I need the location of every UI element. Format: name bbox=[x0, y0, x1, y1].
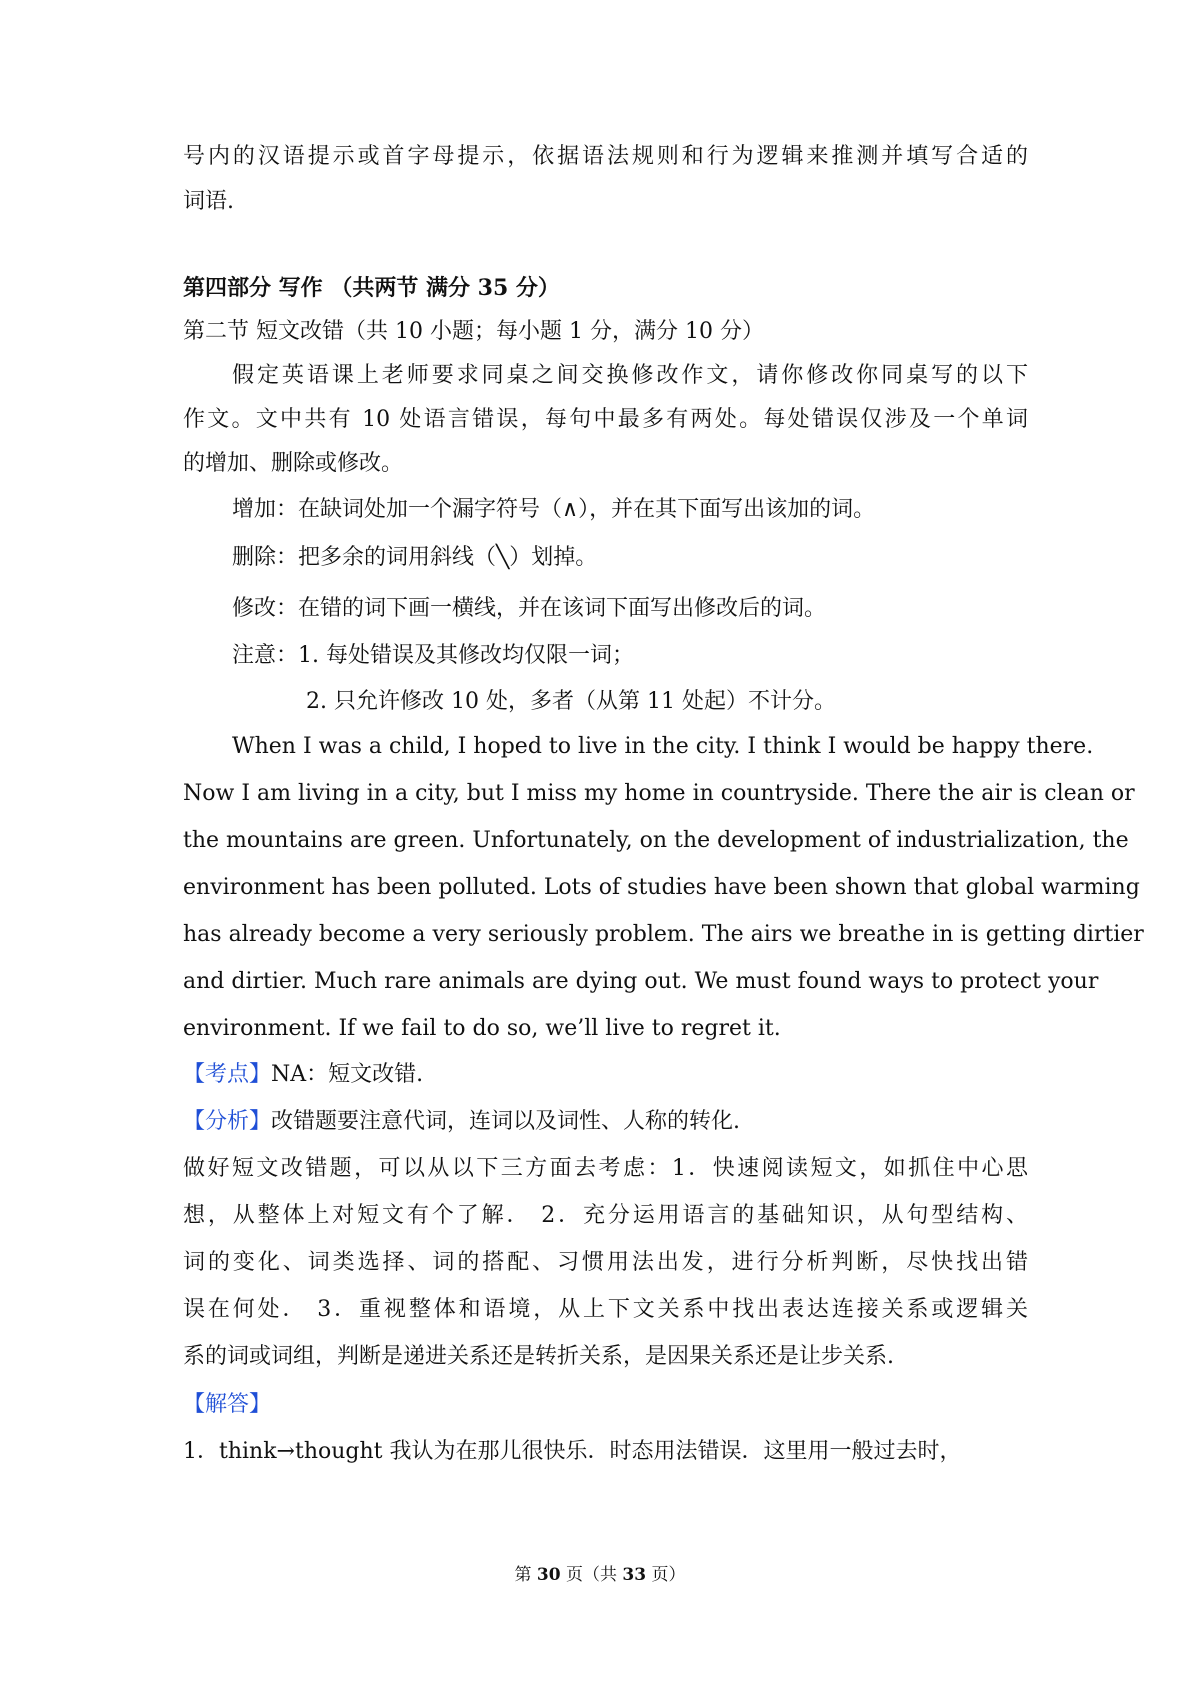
instruction-note-2: 2. 只允许修改 10 处，多者（从第 11 处起）不计分。 bbox=[306, 689, 836, 714]
fenxi-line-4: 误在何处． 3．重视整体和语境，从上下文关系中找出表达连接关系或逻辑关 bbox=[183, 1297, 1028, 1322]
section-subtitle: 第二节 短文改错（共 10 小题；每小题 1 分，满分 10 分） bbox=[183, 319, 764, 344]
instruction-line-2: 作文。文中共有 10 处语言错误，每句中最多有两处。每处错误仅涉及一个单词 bbox=[183, 407, 1028, 432]
jieda-label: 【解答】 bbox=[183, 1392, 272, 1417]
fenxi-line-3: 词的变化、词类选择、词的搭配、习惯用法出发，进行分析判断，尽快找出错 bbox=[183, 1250, 1028, 1275]
footer-page-number: 30 bbox=[536, 1565, 561, 1585]
section-title: 第四部分 写作 （共两节 满分 35 分） bbox=[183, 275, 560, 301]
instruction-delete: 删除：把多余的词用斜线（╲）划掉。 bbox=[232, 545, 598, 570]
passage-line-3: the mountains are green. Unfortunately, on the development of industrialization, the bbox=[183, 828, 1129, 853]
instruction-add: 增加：在缺词处加一个漏字符号（∧），并在其下面写出该加的词。 bbox=[232, 497, 876, 522]
intro-line-1: 号内的汉语提示或首字母提示，依据语法规则和行为逻辑来推测并填写合适的 bbox=[183, 144, 1028, 169]
footer-middle: 页（共 bbox=[566, 1565, 617, 1585]
fenxi-label: 【分析】 bbox=[183, 1109, 272, 1134]
passage-line-7: environment. If we fail to do so, we’ll live to regret it. bbox=[183, 1016, 781, 1041]
page-footer bbox=[0, 1563, 1200, 1587]
passage-line-5: has already become a very seriously problem. The airs we breathe in is getting dirtier bbox=[183, 922, 1144, 947]
fenxi-text: 改错题要注意代词，连词以及词性、人称的转化. bbox=[271, 1109, 741, 1134]
fenxi-line-1: 做好短文改错题，可以从以下三方面去考虑：1．快速阅读短文，如抓住中心思 bbox=[183, 1156, 1028, 1181]
instruction-note-1: 注意：1. 每处错误及其修改均仅限一词； bbox=[232, 643, 634, 668]
passage-line-4: environment has been polluted. Lots of studies have been shown that global warming bbox=[183, 875, 1140, 900]
instruction-modify: 修改：在错的词下画一横线，并在该词下面写出修改后的词。 bbox=[232, 596, 827, 621]
fenxi-line-5: 系的词或词组，判断是递进关系还是转折关系，是因果关系还是让步关系. bbox=[183, 1344, 894, 1369]
instruction-line-3: 的增加、删除或修改。 bbox=[183, 451, 404, 476]
footer-prefix: 第 bbox=[514, 1565, 532, 1585]
footer-suffix: 页） bbox=[651, 1565, 686, 1585]
fenxi-row bbox=[183, 1107, 1028, 1137]
footer-total-pages: 33 bbox=[622, 1565, 647, 1585]
kaodian-row bbox=[183, 1060, 1028, 1090]
kaodian-text: NA：短文改错. bbox=[271, 1062, 424, 1087]
instruction-line-1: 假定英语课上老师要求同桌之间交换修改作文，请你修改你同桌写的以下 bbox=[232, 363, 1028, 388]
passage-line-1: When I was a child, I hoped to live in the city. I think I would be happy there. bbox=[232, 734, 1094, 759]
intro-line-2: 词语. bbox=[183, 189, 234, 214]
kaodian-label: 【考点】 bbox=[183, 1062, 272, 1087]
passage-line-2: Now I am living in a city, but I miss my home in countryside. There the air is clean or bbox=[183, 781, 1135, 806]
fenxi-line-2: 想，从整体上对短文有个了解． 2．充分运用语言的基础知识，从句型结构、 bbox=[183, 1203, 1028, 1228]
passage-line-6: and dirtier. Much rare animals are dying out. We must found ways to protect your bbox=[183, 969, 1099, 994]
jieda-line-1: 1．think→thought 我认为在那儿很快乐．时态用法错误．这里用一般过去时， bbox=[183, 1439, 962, 1464]
